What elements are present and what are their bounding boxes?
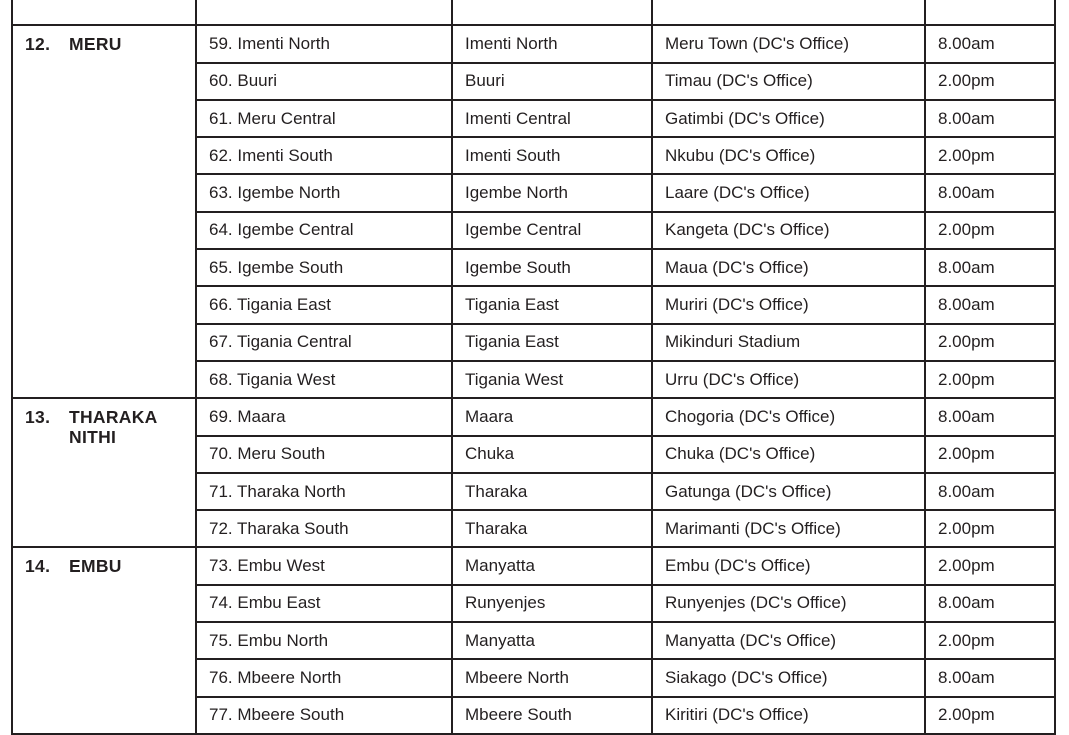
- county-name: NITHI: [69, 427, 117, 448]
- time-cell: 2.00pm: [925, 63, 1055, 100]
- venue-cell: Kiritiri (DC's Office): [652, 697, 925, 734]
- venue-cell: Muriri (DC's Office): [652, 286, 925, 323]
- district-cell: Imenti North: [452, 25, 652, 62]
- cropped-cell: [452, 0, 652, 25]
- time-cell: 2.00pm: [925, 436, 1055, 473]
- district-cell: Tigania East: [452, 324, 652, 361]
- district-cell: Tharaka: [452, 473, 652, 510]
- time-cell: 8.00am: [925, 659, 1055, 696]
- county-number: 13.: [25, 407, 51, 428]
- district-cell: Manyatta: [452, 547, 652, 584]
- district-cell: Buuri: [452, 63, 652, 100]
- time-cell: 2.00pm: [925, 361, 1055, 398]
- constituency-cell: 71. Tharaka North: [196, 473, 452, 510]
- time-cell: 8.00am: [925, 286, 1055, 323]
- table-row: [12, 398, 1055, 435]
- district-cell: Mbeere North: [452, 659, 652, 696]
- district-cell: Chuka: [452, 436, 652, 473]
- constituency-cell: 59. Imenti North: [196, 25, 452, 62]
- venue-cell: Embu (DC's Office): [652, 547, 925, 584]
- schedule-table-body: [12, 0, 1055, 735]
- district-cell: Igembe North: [452, 174, 652, 211]
- county-name: MERU: [69, 34, 122, 55]
- district-cell: Runyenjes: [452, 585, 652, 622]
- district-cell: Igembe Central: [452, 212, 652, 249]
- constituency-cell: 68. Tigania West: [196, 361, 452, 398]
- venue-cell: Chuka (DC's Office): [652, 436, 925, 473]
- venue-cell: Maua (DC's Office): [652, 249, 925, 286]
- venue-cell: Meru Town (DC's Office): [652, 25, 925, 62]
- constituency-cell: 65. Igembe South: [196, 249, 452, 286]
- cropped-cell: [196, 0, 452, 25]
- constituency-cell: 75. Embu North: [196, 622, 452, 659]
- constituency-cell: 70. Meru South: [196, 436, 452, 473]
- venue-cell: Gatimbi (DC's Office): [652, 100, 925, 137]
- time-cell: 8.00am: [925, 100, 1055, 137]
- constituency-cell: 60. Buuri: [196, 63, 452, 100]
- time-cell: 2.00pm: [925, 212, 1055, 249]
- time-cell: 8.00am: [925, 398, 1055, 435]
- venue-cell: Chogoria (DC's Office): [652, 398, 925, 435]
- district-cell: Maara: [452, 398, 652, 435]
- county-number: 14.: [25, 556, 51, 577]
- district-cell: Manyatta: [452, 622, 652, 659]
- cropped-top-row: [12, 0, 1055, 25]
- venue-cell: Runyenjes (DC's Office): [652, 585, 925, 622]
- constituency-cell: 69. Maara: [196, 398, 452, 435]
- constituency-cell: 63. Igembe North: [196, 174, 452, 211]
- district-cell: Imenti South: [452, 137, 652, 174]
- constituency-cell: 67. Tigania Central: [196, 324, 452, 361]
- venue-cell: Kangeta (DC's Office): [652, 212, 925, 249]
- county-cell: [12, 25, 196, 398]
- district-cell: Tharaka: [452, 510, 652, 547]
- table-row: [12, 25, 1055, 62]
- district-cell: Igembe South: [452, 249, 652, 286]
- time-cell: 8.00am: [925, 473, 1055, 510]
- cropped-cell: [652, 0, 925, 25]
- venue-cell: Manyatta (DC's Office): [652, 622, 925, 659]
- district-cell: Imenti Central: [452, 100, 652, 137]
- time-cell: 2.00pm: [925, 510, 1055, 547]
- time-cell: 2.00pm: [925, 137, 1055, 174]
- time-cell: 2.00pm: [925, 547, 1055, 584]
- constituency-cell: 73. Embu West: [196, 547, 452, 584]
- time-cell: 2.00pm: [925, 622, 1055, 659]
- constituency-cell: 64. Igembe Central: [196, 212, 452, 249]
- county-cell: [12, 547, 196, 733]
- venue-cell: Mikinduri Stadium: [652, 324, 925, 361]
- venue-cell: Urru (DC's Office): [652, 361, 925, 398]
- venue-cell: Marimanti (DC's Office): [652, 510, 925, 547]
- constituency-cell: 74. Embu East: [196, 585, 452, 622]
- time-cell: 2.00pm: [925, 697, 1055, 734]
- time-cell: 8.00am: [925, 249, 1055, 286]
- district-cell: Tigania West: [452, 361, 652, 398]
- constituency-cell: 62. Imenti South: [196, 137, 452, 174]
- county-name: THARAKA: [69, 407, 158, 428]
- constituency-cell: 76. Mbeere North: [196, 659, 452, 696]
- table-row: [12, 547, 1055, 584]
- constituency-cell: 61. Meru Central: [196, 100, 452, 137]
- time-cell: 8.00am: [925, 174, 1055, 211]
- county-number: 12.: [25, 34, 51, 55]
- venue-cell: Laare (DC's Office): [652, 174, 925, 211]
- venue-cell: Siakago (DC's Office): [652, 659, 925, 696]
- time-cell: 8.00am: [925, 25, 1055, 62]
- cropped-cell: [12, 0, 196, 25]
- cropped-cell: [925, 0, 1055, 25]
- county-name: EMBU: [69, 556, 122, 577]
- district-cell: Mbeere South: [452, 697, 652, 734]
- constituency-cell: 72. Tharaka South: [196, 510, 452, 547]
- district-cell: Tigania East: [452, 286, 652, 323]
- schedule-table: [11, 0, 1056, 735]
- time-cell: 8.00am: [925, 585, 1055, 622]
- constituency-cell: 77. Mbeere South: [196, 697, 452, 734]
- venue-cell: Gatunga (DC's Office): [652, 473, 925, 510]
- venue-cell: Nkubu (DC's Office): [652, 137, 925, 174]
- county-cell: [12, 398, 196, 547]
- venue-cell: Timau (DC's Office): [652, 63, 925, 100]
- constituency-cell: 66. Tigania East: [196, 286, 452, 323]
- time-cell: 2.00pm: [925, 324, 1055, 361]
